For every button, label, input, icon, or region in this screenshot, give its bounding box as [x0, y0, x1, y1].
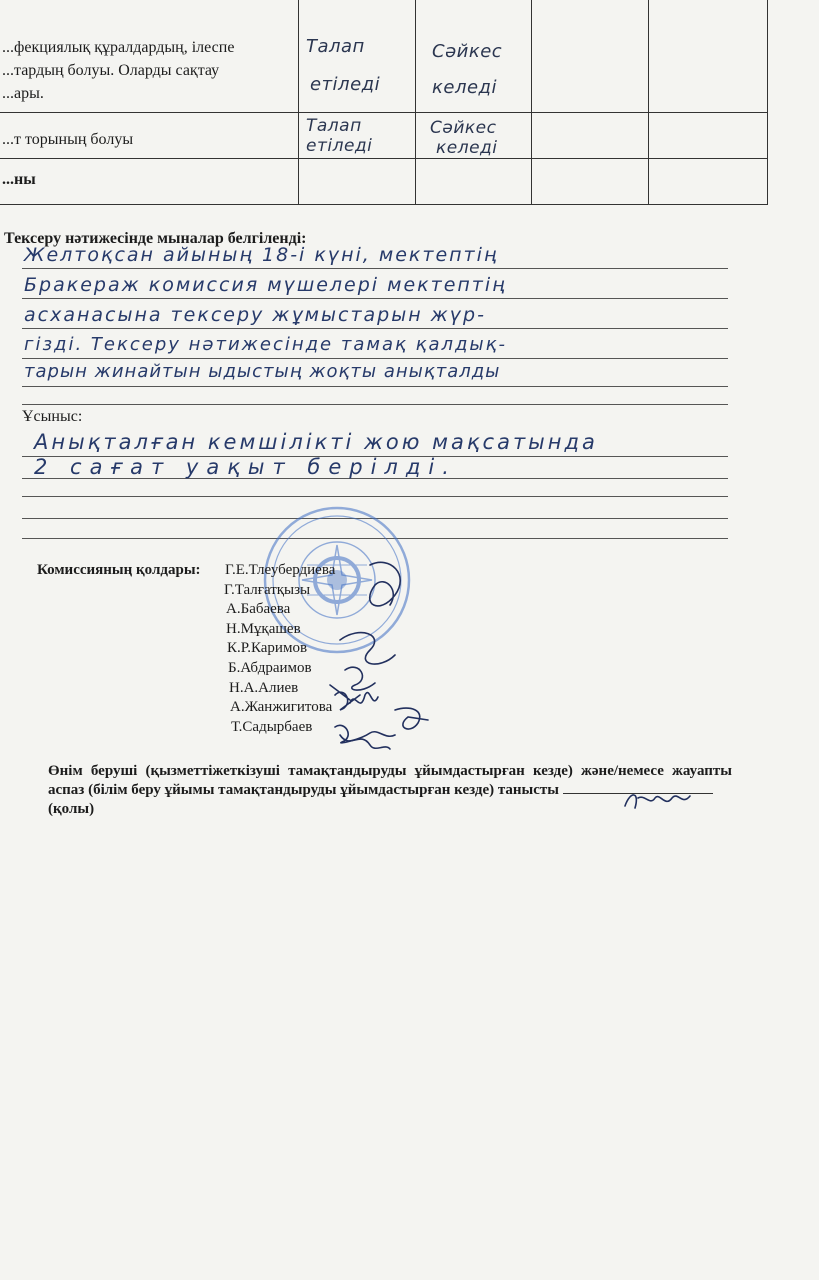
row-1-item	[2, 36, 234, 105]
findings-handwritten-line: Бракераж комиссия мүшелері мектептің	[24, 274, 507, 296]
row-2-item: ...т торының болуы	[2, 131, 134, 148]
member-name: Н.А.Алиев	[229, 679, 299, 696]
member-name: А.Бабаева	[226, 601, 291, 618]
supplier-signature	[620, 786, 700, 816]
column-divider	[648, 0, 649, 205]
member-name: Г.Е.Тлеубердиева	[225, 562, 336, 578]
findings-handwritten-line: Желтоқсан айының 18-і күні, мектептің	[24, 244, 499, 266]
row-2-compliance	[430, 118, 498, 158]
findings-handwritten-line: тарын жинайтын ыдыстың жоқты анықталды	[24, 361, 501, 382]
signature-caption: (қолы)	[48, 801, 95, 817]
compliance-word: Сәйкес	[432, 41, 503, 62]
row-1-item-line: ...тардың болуы. Оларды сақтау	[2, 62, 220, 79]
recommendation-handwritten-line: 2 сағат уақыт берілді.	[34, 455, 457, 479]
requirement-word: Талап	[306, 116, 362, 136]
inspection-table	[0, 0, 768, 205]
member-name: А.Жанжигитова	[230, 699, 333, 716]
ruled-line	[22, 404, 728, 405]
acknowledgement-body: Өнім беруші (қызметтіжеткізуші тамақтандыруды ұйымдастырған кезде) және/немесе жауапты аспаз (білім беру ұйымы тамақтандыруды ұйымдастырған кезде) танысты	[48, 763, 732, 798]
row-divider	[0, 204, 768, 205]
ruled-line	[22, 386, 728, 387]
row-1-item-line: ...фекциялық құралдардың, ілеспе	[2, 39, 235, 56]
signatures-label: Комиссияның қолдары:	[37, 562, 201, 578]
requirement-word: Талап	[306, 36, 365, 57]
recommendation-handwritten-line: Анықталған кемшілікті жою мақсатында	[34, 430, 598, 454]
requirement-word: етіледі	[310, 74, 381, 95]
commission-members	[225, 561, 335, 737]
ruled-line	[22, 268, 728, 269]
findings-handwritten-line: асханасына тексеру жұмыстарын жүр-	[24, 304, 486, 326]
row-1-compliance	[432, 34, 502, 106]
compliance-word: келеді	[432, 77, 497, 98]
member-name: Т.Садырбаев	[231, 718, 313, 735]
row-1-item-line: ...ары.	[2, 85, 44, 102]
member-name: К.Р.Каримов	[227, 640, 308, 657]
column-divider	[767, 0, 768, 205]
member-name: Г.Талғатқызы	[224, 581, 311, 598]
member-name: Б.Абдраимов	[228, 659, 312, 676]
compliance-word: келеді	[436, 138, 498, 158]
requirement-word: етіледі	[306, 136, 373, 156]
column-divider	[415, 0, 416, 205]
column-divider	[298, 0, 299, 205]
row-divider	[0, 112, 768, 113]
recommendation-label: Ұсыныс:	[22, 408, 83, 425]
row-divider	[0, 158, 768, 159]
row-2-requirement	[306, 116, 372, 156]
column-divider	[531, 0, 532, 205]
ruled-line	[22, 328, 728, 329]
ruled-line	[22, 358, 728, 359]
findings-handwritten-line: гізді. Тексеру нәтижесінде тамақ қалдық-	[24, 334, 508, 355]
compliance-word: Сәйкес	[430, 118, 497, 138]
row-1-requirement	[306, 28, 380, 104]
ruled-line	[22, 298, 728, 299]
findings-label: Тексеру нәтижесінде мыналар белгіленді:	[4, 230, 307, 247]
member-name: Н.Мұқашев	[226, 620, 301, 637]
row-3-item: ...ны	[2, 171, 36, 188]
ruled-line	[22, 496, 728, 497]
